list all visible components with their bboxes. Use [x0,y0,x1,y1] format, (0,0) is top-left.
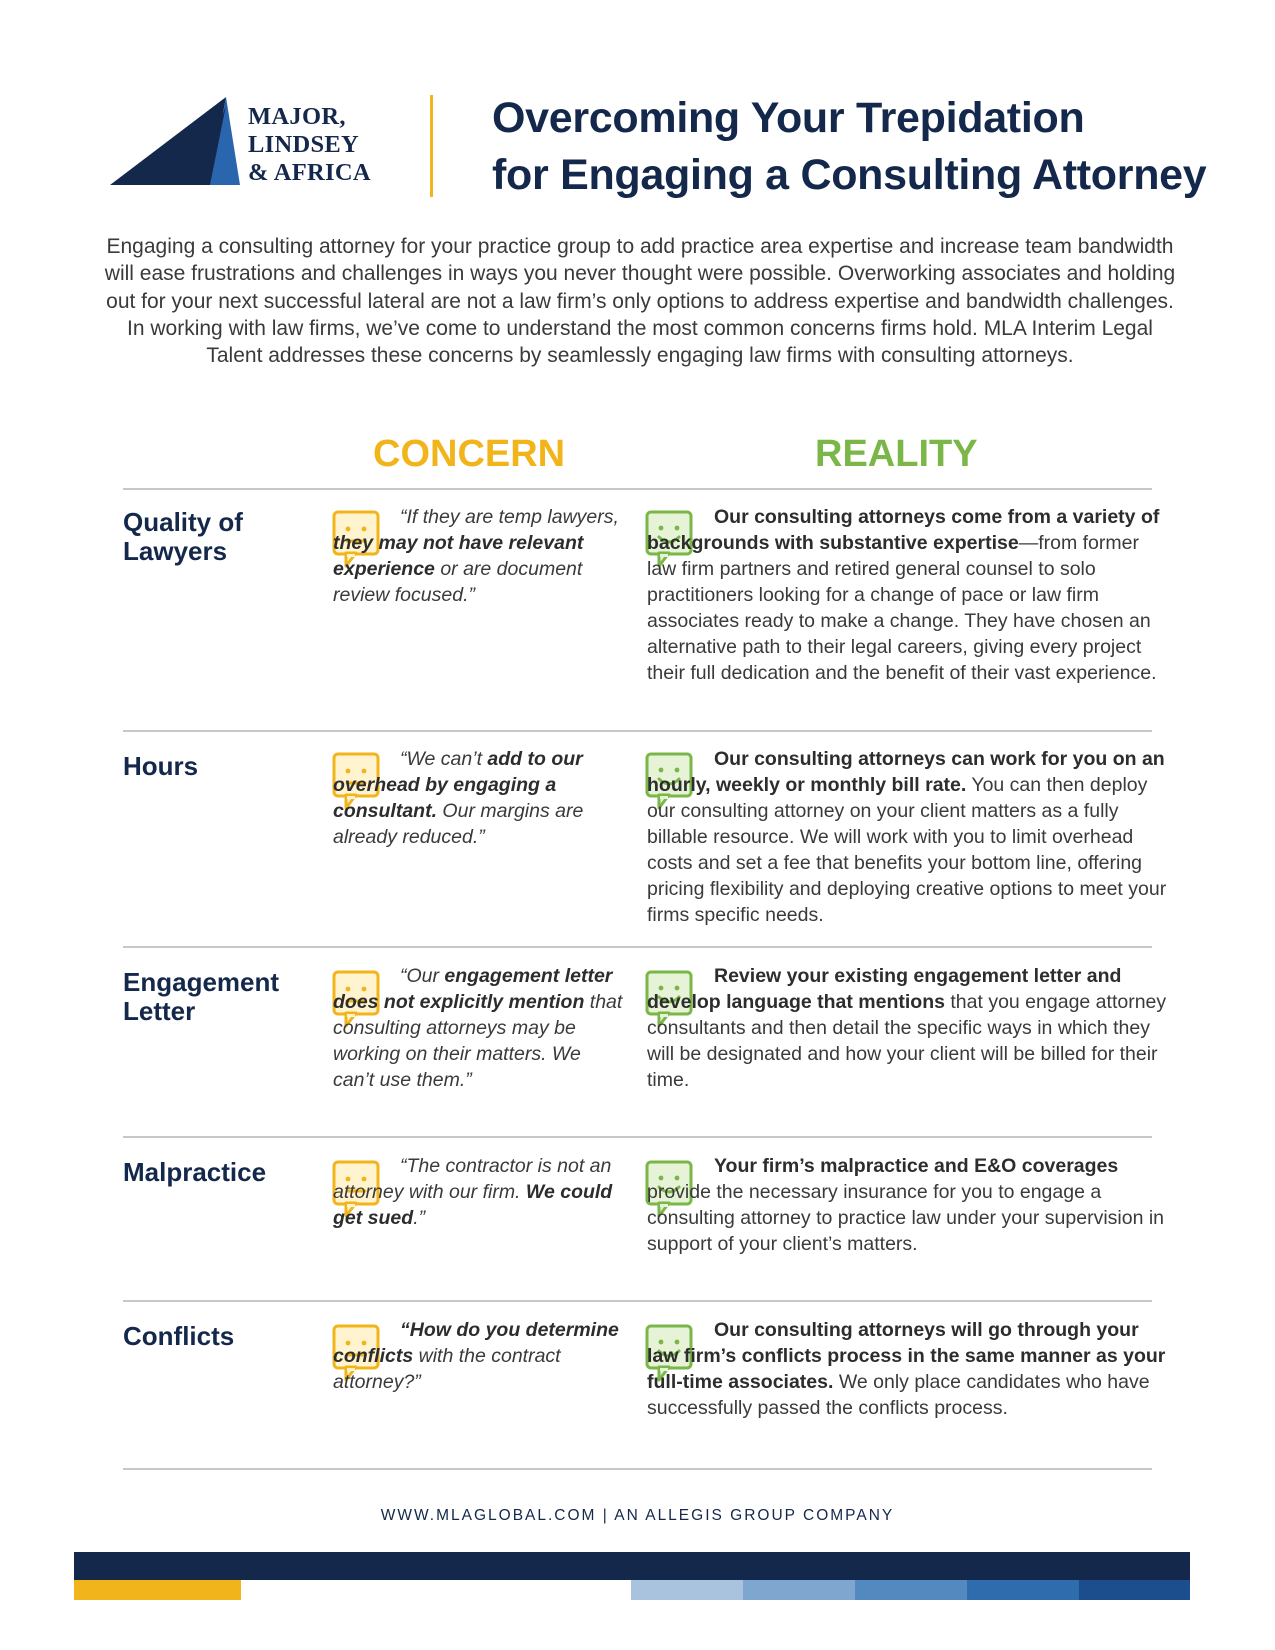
row-divider [123,730,1152,732]
category-engagement-letter: Engagement Letter [123,967,280,1026]
sail-logo-icon [110,97,240,187]
row-divider [123,946,1152,948]
footer-bar-blue-1 [631,1580,743,1600]
footer-bar-gold [74,1580,241,1600]
category-quality-of-lawyers: Quality of Lawyers [123,507,243,566]
reality-text: Your firm’s malpractice and E&O coverages provide the necessary insurance for you to engage a consulting attorney to practice law under your supervision in support of your client’s matters. [647,1155,1165,1255]
row-divider [123,488,1152,490]
reality-text: Review your existing engagement letter and develop language that mentions that you engage attorney consultants and then detail the specific ways in which they will be designated and how your client will be billed for their time. [647,965,1167,1091]
footer-bar [74,1552,1190,1580]
logo-line-2: LINDSEY [248,131,360,158]
row-divider [123,1468,1152,1470]
reality-text: Our consulting attorneys will go through your law firm’s conflicts process in the same manner as your full-time associates. We only place candidates who have successfully passed the conflicts process. [647,1319,1166,1419]
concern-text: “The contractor is not an attorney with our firm. We could get sued.” [333,1155,613,1229]
footer-bar-blue-2 [743,1580,855,1600]
category-malpractice: Malpractice [123,1157,267,1187]
company-logo [110,95,375,195]
title-line-2: for Engaging a Consulting Attorney [492,151,1207,199]
footer-link[interactable]: WWW.MLAGLOBAL.COM | AN ALLEGIS GROUP COMPANY [380,1507,895,1524]
category-conflicts: Conflicts [123,1321,235,1351]
reality-heading: REALITY [815,433,978,475]
category-hours: Hours [123,751,199,781]
logo-line-3: & AFRICA [248,159,371,186]
reality-text: Our consulting attorneys come from a variety of backgrounds with substantive expertise—from former law firm partners and retired general counsel to solo practitioners looking for a change of pace or law firm associates ready to make a change. They have chosen an alternative path to their legal careers, giving every project their full dedication and the benefit of their vast experience. [647,506,1160,684]
logo-wordmark [248,103,371,187]
footer-bar-blue-4 [967,1580,1079,1600]
concern-heading: CONCERN [373,433,566,475]
reality-text: Our consulting attorneys can work for you on an hourly, weekly or monthly bill rate. You can then deploy our consulting attorney on your client matters as a fully billable resource. We will work with you to limit overhead costs and set a fee that benefits your bottom line, offering pricing flexibility and deploying creative options to meet your firms specific needs. [647,748,1167,926]
logo-line-1: MAJOR, [248,103,346,130]
footer-bar-blue-5 [1079,1580,1190,1600]
row-divider [123,1300,1152,1302]
concern-text: “How do you determine conflicts with the contract attorney?” [333,1319,619,1393]
page-title [492,90,1252,204]
intro-paragraph: Engaging a consulting attorney for your practice group to add practice area expertise and increase team bandwidth will ease frustrations and challenges in ways you never thought were possible. Overworking associates and holding out for your next successful lateral are not a law firm’s only options to address expertise and bandwidth challenges. In working with law firms, we’ve come to understand the most common concerns firms hold. MLA Interim Legal Talent addresses these concerns by seamlessly engaging law firms with consulting attorneys. [104,235,1176,368]
concern-text: “Our engagement letter does not explicitly mention that consulting attorneys may be working on their matters. We can’t use them.” [333,965,623,1091]
row-divider [123,1136,1152,1138]
concern-text: “If they are temp lawyers, they may not have relevant experience or are document review focused.” [333,506,619,606]
header-divider [430,95,433,197]
title-line-1: Overcoming Your Trepidation [492,94,1085,142]
footer-bar-blue-3 [855,1580,967,1600]
concern-text: “We can’t add to our overhead by engaging a consultant. Our margins are already reduced.” [333,748,584,848]
